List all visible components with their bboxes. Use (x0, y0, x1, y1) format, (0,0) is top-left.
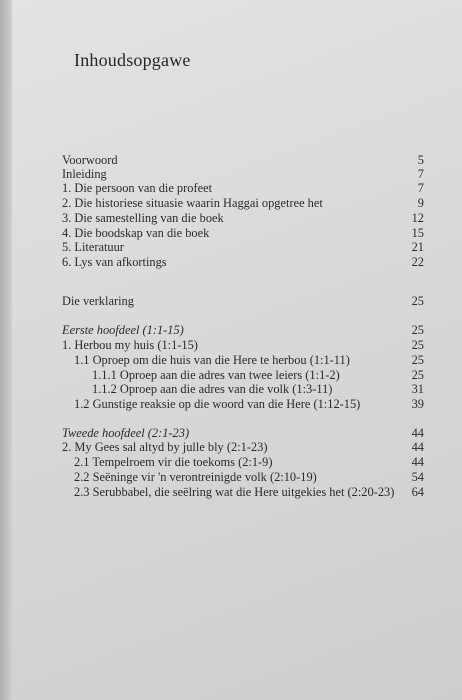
book-page (12, 0, 462, 700)
toc-entry-page: 12 (411, 211, 424, 225)
toc-entry-page: 44 (411, 455, 424, 469)
toc-entry-page: 44 (411, 440, 424, 454)
toc-entry (62, 397, 424, 411)
toc-entry-page: 15 (411, 226, 424, 240)
toc-entry (62, 226, 424, 240)
toc-entry (62, 353, 424, 367)
toc-entry (62, 368, 424, 382)
toc-entry-page: 21 (411, 240, 424, 254)
toc-part-heading (62, 426, 424, 440)
toc-entry-page: 5 (417, 153, 424, 167)
page-title: Inhoudsopgawe (74, 50, 191, 70)
toc-entry-page: 64 (411, 485, 424, 499)
toc-entry-label: 1. Die persoon van die profeet (62, 181, 213, 195)
toc-entry-label: Die verklaring (62, 294, 134, 308)
toc-entry (62, 485, 424, 499)
toc-entry-label: Voorwoord (62, 153, 118, 167)
toc-entry-label: 1.1.2 Oproep aan die adres van die volk (1:3-11) (92, 382, 333, 396)
toc-entry (62, 181, 424, 195)
toc-entry-page: 31 (411, 382, 424, 396)
toc-entry-label: 2.2 Seëninge vir 'n verontreinigde volk (2:10-19) (74, 470, 317, 484)
toc-part-heading (62, 323, 424, 337)
toc-entry-label: 1.1 Oproep om die huis van die Here te herbou (1:1-11) (74, 353, 350, 367)
toc-entry-label: 5. Literatuur (62, 240, 124, 254)
page-edge-shadow (0, 0, 12, 700)
toc-entry (62, 240, 424, 254)
toc-entry-label: 2.1 Tempelroem vir die toekoms (2:1-9) (74, 455, 273, 469)
toc-entry (62, 440, 424, 454)
toc-entry-page: 25 (411, 353, 424, 367)
toc-entry (62, 196, 424, 210)
toc-entry-page: 39 (411, 397, 424, 411)
toc-entry-label: 2. My Gees sal altyd by julle bly (2:1-23) (62, 440, 268, 454)
toc-entry-page: 54 (411, 470, 424, 484)
toc-entry-page: 22 (411, 255, 424, 269)
toc-entry (62, 382, 424, 396)
toc-entry (62, 211, 424, 225)
toc-entry-label: 1.1.1 Oproep aan die adres van twee leiers (1:1-2) (92, 368, 340, 382)
toc-entry-label: 1. Herbou my huis (1:1-15) (62, 338, 198, 352)
toc-entry-page: 25 (411, 323, 424, 337)
toc-entry-page: 7 (417, 167, 424, 181)
toc-entry-label: Tweede hoofdeel (2:1-23) (62, 426, 190, 440)
toc-entry-page: 25 (411, 368, 424, 382)
toc-entry (62, 338, 424, 352)
toc-entry-label: 2.3 Serubbabel, die seëlring wat die Here uitgekies het (2:20-23) (74, 485, 395, 499)
toc-entry-label: 4. Die boodskap van die boek (62, 226, 210, 240)
toc-entry (62, 470, 424, 484)
toc-entry-page: 25 (411, 338, 424, 352)
toc-entry (62, 153, 424, 167)
toc-entry-label: Inleiding (62, 167, 107, 181)
toc-entry (62, 167, 424, 181)
toc-entry-label: 2. Die historiese situasie waarin Haggai opgetree het (62, 196, 323, 210)
toc-entry (62, 455, 424, 469)
toc-entry (62, 255, 424, 269)
toc-entry-label: 6. Lys van afkortings (62, 255, 167, 269)
toc-entry-label: Eerste hoofdeel (1:1-15) (62, 323, 184, 337)
toc-entry-page: 9 (417, 196, 424, 210)
toc-entry-label: 1.2 Gunstige reaksie op die woord van die Here (1:12-15) (74, 397, 361, 411)
toc-entry-page: 7 (417, 181, 424, 195)
toc-entry-page: 25 (411, 294, 424, 308)
toc-entry-label: 3. Die samestelling van die boek (62, 211, 224, 225)
toc-section-heading (62, 294, 424, 308)
toc-entry-page: 44 (411, 426, 424, 440)
